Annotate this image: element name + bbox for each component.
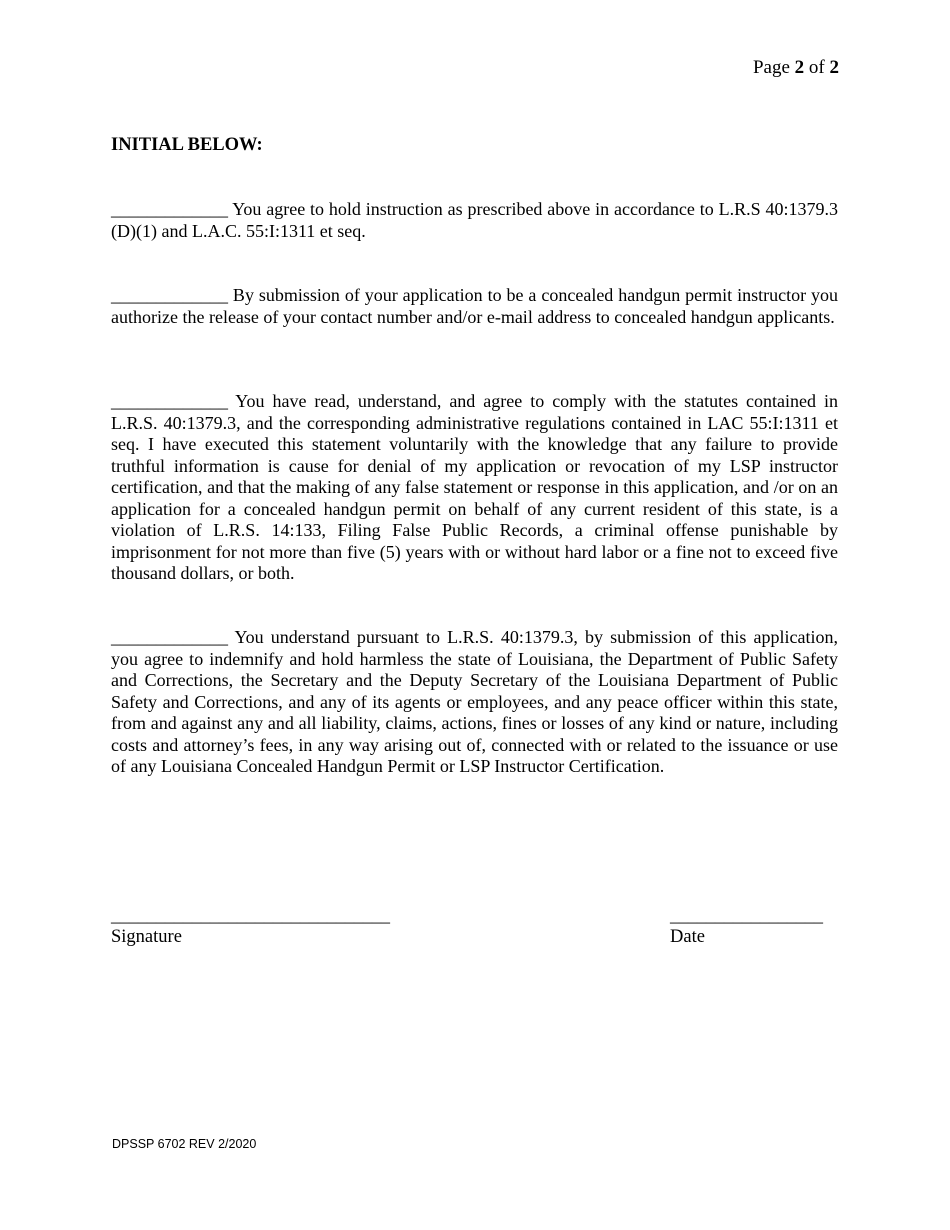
signature-line[interactable]: _______________________________ — [111, 905, 390, 925]
date-line[interactable]: _________________ — [670, 905, 823, 925]
page-number — [753, 57, 839, 79]
initial-below-heading: INITIAL BELOW: — [111, 135, 263, 155]
form-revision-footer: DPSSP 6702 REV 2/2020 — [112, 1137, 257, 1151]
agreement-paragraph-instruction — [111, 199, 838, 242]
paragraph-text: You have read, understand, and agree to comply with the statutes contained in L.R.S. 40:1379.3, and the corresponding administrative regulations contained in LAC 55:I:1311 et seq. I have executed this statement voluntarily with the knowledge that any failure to provide truthful information is cause for denial of my application or revocation of my LSP instructor certification, and that the making of any false statement or response in this application, and /or on an application for a concealed handgun permit on behalf of any current resident of this state, is a violation of L.R.S. 14:133, Filing False Public Records, a criminal offense punishable by imprisonment for not more than five (5) years with or without hard labor or a fine not to exceed five thousand dollars, or both. — [111, 391, 838, 583]
page-prefix: Page — [752, 57, 795, 78]
page-total: 2 — [829, 57, 839, 78]
paragraph-text: You agree to hold instruction as prescribed above in accordance to L.R.S 40:1379.3 (D)(1) and L.A.C. 55:I:1311 et seq. — [111, 199, 838, 241]
page-current: 2 — [794, 57, 805, 78]
paragraph-text: You understand pursuant to L.R.S. 40:1379.3, by submission of this application, you agree to indemnify and hold harmless the state of Louisiana, the Department of Public Safety and Corrections, the Secretary and the Deputy Secretary of the Louisiana Department of Public Safety and Corrections, and any of its agents or employees, and any peace officer within this state, from and against any and all liability, claims, actions, fines or losses of any kind or nature, including costs and attorney’s fees, in any way arising out of, connected with or related to the issuance or use of any Louisiana Concealed Handgun Permit or LSP Instructor Certification. — [111, 627, 838, 776]
page-of: of — [804, 57, 830, 78]
initial-blank[interactable]: _____________ — [111, 199, 228, 219]
agreement-paragraph-statutes — [111, 391, 838, 585]
initial-blank[interactable]: _____________ — [111, 391, 228, 411]
initial-blank[interactable]: _____________ — [111, 285, 228, 305]
signature-label: Signature — [111, 927, 182, 947]
initial-blank[interactable]: _____________ — [111, 627, 228, 647]
agreement-paragraph-indemnify — [111, 627, 838, 778]
agreement-paragraph-contact-release — [111, 285, 838, 328]
date-label: Date — [670, 927, 705, 947]
paragraph-text: By submission of your application to be a concealed handgun permit instructor you authorize the release of your contact number and/or e-mail address to concealed handgun applicants. — [111, 285, 838, 327]
